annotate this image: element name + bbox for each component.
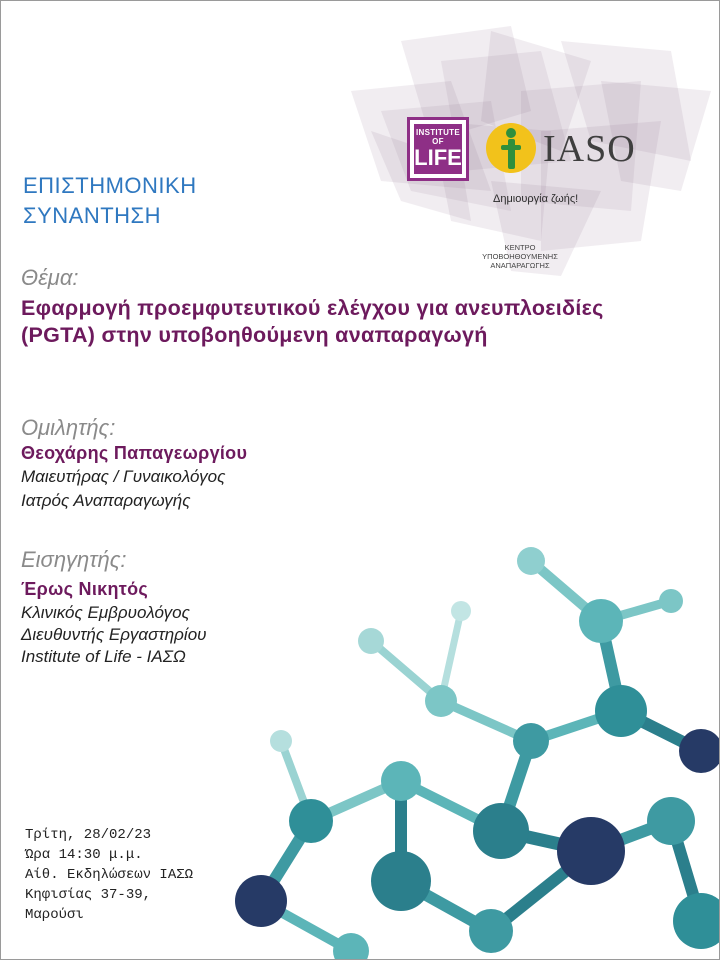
iaso-emblem-icon [484,121,538,175]
topic-title: Εφαρμογή προεμφυτευτικού ελέγχου για ανευπλοειδίες (PGTA) στην υποβοηθούμενη αναπαραγωγή [21,296,604,347]
event-date: Τρίτη, 28/02/23 [25,827,152,843]
iaso-tagline: Δημιουργία ζωής! [493,193,579,205]
event-type [23,171,197,231]
institute-logo-main: LIFE [414,145,462,170]
event-venue: Αίθ. Εκδηλώσεων ΙΑΣΩ [25,867,194,883]
topic-label: Θέμα: [21,265,79,290]
presenter-name: Έρως Νικητός [21,579,149,599]
molecule-decoration [201,521,720,960]
event-type-line1: ΕΠΙΣΤΗΜΟΝΙΚΗ [23,173,197,198]
speaker-label: Ομιλητής: [21,415,116,440]
event-type-line2: ΣΥΝΑΝΤΗΣΗ [23,203,162,228]
iaso-centre-name: ΚΕΝΤΡΟ ΥΠΟΒΟΗΘΟΥΜΕΝΗΣ ΑΝΑΠΑΡΑΓΩΓΗΣ [482,243,558,270]
presenter-label: Εισηγητής: [21,547,127,572]
presenter-role-1: Κλινικός Εμβρυολόγος [21,603,190,622]
event-city: Μαρούσι [25,907,84,923]
institute-logo-top: INSTITUTE OF [415,128,461,146]
speaker-role-2: Ιατρός Αναπαραγωγής [21,491,191,510]
speaker-role-1: Μαιευτήρας / Γυναικολόγος [21,467,226,486]
institute-of-life-logo [407,117,469,181]
event-time: Ώρα 14:30 μ.μ. [25,847,143,863]
event-details [25,825,193,925]
event-street: Κηφισίας 37-39, [25,887,152,903]
presenter-role-3: Institute of Life - ΙΑΣΩ [21,647,186,666]
presenter-role-2: Διευθυντής Εργαστηρίου [21,625,207,644]
iaso-logo-word: IASO [543,128,636,170]
speaker-name: Θεοχάρης Παπαγεωργίου [21,443,248,463]
